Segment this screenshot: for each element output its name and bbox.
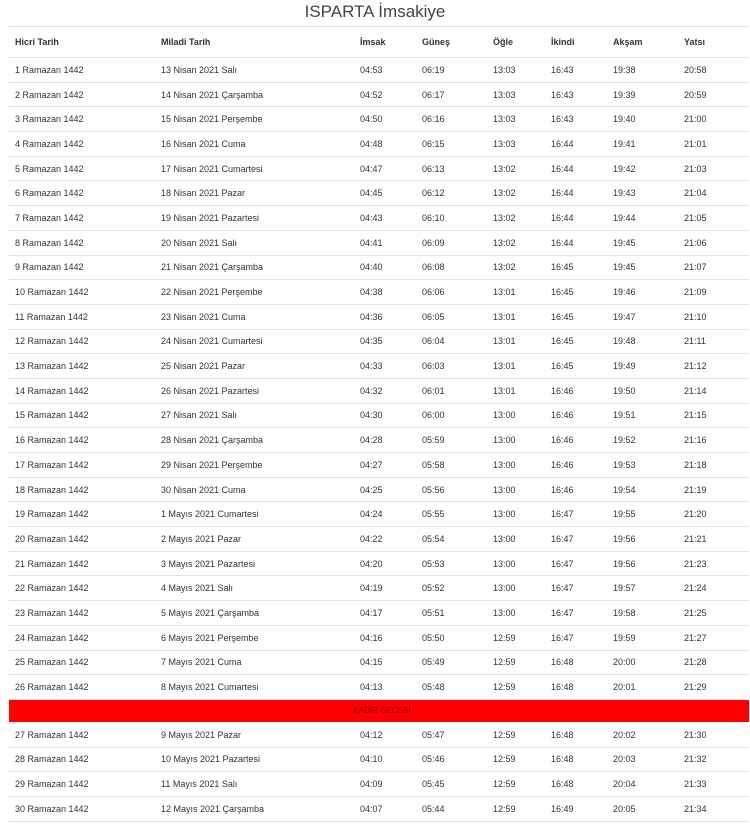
ogle-cell: 13:00 <box>487 428 545 453</box>
aksam-cell: 19:59 <box>607 625 678 650</box>
imsak-cell: 04:16 <box>354 625 416 650</box>
imsak-cell: 04:24 <box>354 502 416 527</box>
yatsi-cell: 21:24 <box>678 576 749 601</box>
hicri-tarih-cell: 24 Ramazan 1442 <box>9 625 155 650</box>
aksam-cell: 19:45 <box>607 230 678 255</box>
ogle-cell: 13:02 <box>487 255 545 280</box>
hicri-tarih-cell: 4 Ramazan 1442 <box>9 132 155 157</box>
aksam-cell: 19:51 <box>607 403 678 428</box>
yatsi-cell: 21:15 <box>678 403 749 428</box>
imsak-cell: 04:12 <box>354 722 416 747</box>
ogle-cell: 13:03 <box>487 132 545 157</box>
aksam-cell: 19:38 <box>607 58 678 83</box>
miladi-tarih-cell: 19 Nisan 2021 Pazartesi <box>155 206 354 231</box>
yatsi-cell: 21:03 <box>678 156 749 181</box>
gunes-cell: 06:06 <box>416 280 487 305</box>
hicri-tarih-cell: 15 Ramazan 1442 <box>9 403 155 428</box>
table-row <box>9 329 749 354</box>
yatsi-cell: 21:18 <box>678 453 749 478</box>
miladi-tarih-cell: 14 Nisan 2021 Çarşamba <box>155 82 354 107</box>
gunes-cell: 05:45 <box>416 772 487 797</box>
gunes-cell: 06:08 <box>416 255 487 280</box>
kadir-gecesi-label: KADİR GECESİ <box>9 699 749 722</box>
table-row <box>9 132 749 157</box>
table-row <box>9 378 749 403</box>
miladi-tarih-cell: 28 Nisan 2021 Çarşamba <box>155 428 354 453</box>
imsak-cell: 04:33 <box>354 354 416 379</box>
column-header-yatsi: Yatsı <box>678 27 749 58</box>
ogle-cell: 13:02 <box>487 230 545 255</box>
ogle-cell: 13:00 <box>487 601 545 626</box>
ikindi-cell: 16:47 <box>545 527 607 552</box>
hicri-tarih-cell: 19 Ramazan 1442 <box>9 502 155 527</box>
miladi-tarih-cell: 27 Nisan 2021 Salı <box>155 403 354 428</box>
table-row <box>9 107 749 132</box>
imsak-cell: 04:43 <box>354 206 416 231</box>
hicri-tarih-cell: 21 Ramazan 1442 <box>9 551 155 576</box>
yatsi-cell: 21:29 <box>678 675 749 700</box>
table-row <box>9 576 749 601</box>
gunes-cell: 06:05 <box>416 304 487 329</box>
ogle-cell: 12:59 <box>487 650 545 675</box>
yatsi-cell: 21:20 <box>678 502 749 527</box>
gunes-cell: 05:54 <box>416 527 487 552</box>
imsak-cell: 04:40 <box>354 255 416 280</box>
table-row <box>9 722 749 747</box>
imsak-cell: 04:25 <box>354 477 416 502</box>
table-row <box>9 206 749 231</box>
table-row <box>9 304 749 329</box>
aksam-cell: 19:48 <box>607 329 678 354</box>
aksam-cell: 19:58 <box>607 601 678 626</box>
aksam-cell: 19:41 <box>607 132 678 157</box>
aksam-cell: 19:42 <box>607 156 678 181</box>
yatsi-cell: 21:07 <box>678 255 749 280</box>
ogle-cell: 13:01 <box>487 329 545 354</box>
imsak-cell: 04:35 <box>354 329 416 354</box>
miladi-tarih-cell: 6 Mayıs 2021 Perşembe <box>155 625 354 650</box>
table-row <box>9 280 749 305</box>
hicri-tarih-cell: 10 Ramazan 1442 <box>9 280 155 305</box>
ogle-cell: 13:02 <box>487 181 545 206</box>
table-row <box>9 747 749 772</box>
ikindi-cell: 16:49 <box>545 796 607 821</box>
hicri-tarih-cell: 29 Ramazan 1442 <box>9 772 155 797</box>
imsak-cell: 04:07 <box>354 796 416 821</box>
gunes-cell: 05:47 <box>416 722 487 747</box>
column-header-gunes: Güneş <box>416 27 487 58</box>
gunes-cell: 05:50 <box>416 625 487 650</box>
imsak-cell: 04:20 <box>354 551 416 576</box>
hicri-tarih-cell: 12 Ramazan 1442 <box>9 329 155 354</box>
table-body <box>9 58 749 822</box>
gunes-cell: 06:12 <box>416 181 487 206</box>
aksam-cell: 20:05 <box>607 796 678 821</box>
ikindi-cell: 16:48 <box>545 772 607 797</box>
column-header-miladi-tarih: Miladi Tarih <box>155 27 354 58</box>
aksam-cell: 19:55 <box>607 502 678 527</box>
table-row <box>9 477 749 502</box>
ikindi-cell: 16:47 <box>545 502 607 527</box>
table-row <box>9 675 749 700</box>
ikindi-cell: 16:43 <box>545 82 607 107</box>
table-row <box>9 181 749 206</box>
table-row <box>9 796 749 821</box>
yatsi-cell: 21:27 <box>678 625 749 650</box>
hicri-tarih-cell: 2 Ramazan 1442 <box>9 82 155 107</box>
ogle-cell: 13:00 <box>487 502 545 527</box>
table-row <box>9 255 749 280</box>
table-row <box>9 650 749 675</box>
miladi-tarih-cell: 21 Nisan 2021 Çarşamba <box>155 255 354 280</box>
ogle-cell: 13:00 <box>487 527 545 552</box>
imsak-cell: 04:47 <box>354 156 416 181</box>
ogle-cell: 13:03 <box>487 82 545 107</box>
yatsi-cell: 21:09 <box>678 280 749 305</box>
ikindi-cell: 16:47 <box>545 625 607 650</box>
miladi-tarih-cell: 10 Mayıs 2021 Pazartesi <box>155 747 354 772</box>
hicri-tarih-cell: 14 Ramazan 1442 <box>9 378 155 403</box>
yatsi-cell: 20:58 <box>678 58 749 83</box>
ikindi-cell: 16:43 <box>545 107 607 132</box>
table-row <box>9 453 749 478</box>
ikindi-cell: 16:43 <box>545 58 607 83</box>
table-row <box>9 428 749 453</box>
yatsi-cell: 21:04 <box>678 181 749 206</box>
ogle-cell: 13:00 <box>487 453 545 478</box>
table-row <box>9 58 749 83</box>
gunes-cell: 05:58 <box>416 453 487 478</box>
yatsi-cell: 21:21 <box>678 527 749 552</box>
yatsi-cell: 21:14 <box>678 378 749 403</box>
ikindi-cell: 16:44 <box>545 230 607 255</box>
imsak-cell: 04:19 <box>354 576 416 601</box>
gunes-cell: 05:52 <box>416 576 487 601</box>
gunes-cell: 05:44 <box>416 796 487 821</box>
hicri-tarih-cell: 16 Ramazan 1442 <box>9 428 155 453</box>
gunes-cell: 05:53 <box>416 551 487 576</box>
imsak-cell: 04:22 <box>354 527 416 552</box>
hicri-tarih-cell: 26 Ramazan 1442 <box>9 675 155 700</box>
hicri-tarih-cell: 1 Ramazan 1442 <box>9 58 155 83</box>
ogle-cell: 13:01 <box>487 378 545 403</box>
ikindi-cell: 16:46 <box>545 477 607 502</box>
ogle-cell: 13:02 <box>487 156 545 181</box>
miladi-tarih-cell: 23 Nisan 2021 Cuma <box>155 304 354 329</box>
miladi-tarih-cell: 16 Nisan 2021 Cuma <box>155 132 354 157</box>
imsak-cell: 04:28 <box>354 428 416 453</box>
imsak-cell: 04:52 <box>354 82 416 107</box>
aksam-cell: 20:03 <box>607 747 678 772</box>
imsak-cell: 04:41 <box>354 230 416 255</box>
gunes-cell: 06:03 <box>416 354 487 379</box>
ikindi-cell: 16:45 <box>545 304 607 329</box>
imsak-cell: 04:15 <box>354 650 416 675</box>
gunes-cell: 05:55 <box>416 502 487 527</box>
gunes-cell: 05:48 <box>416 675 487 700</box>
imsak-cell: 04:10 <box>354 747 416 772</box>
ikindi-cell: 16:46 <box>545 453 607 478</box>
aksam-cell: 20:02 <box>607 722 678 747</box>
ikindi-cell: 16:44 <box>545 206 607 231</box>
gunes-cell: 06:01 <box>416 378 487 403</box>
miladi-tarih-cell: 11 Mayıs 2021 Salı <box>155 772 354 797</box>
ogle-cell: 13:01 <box>487 280 545 305</box>
gunes-cell: 06:15 <box>416 132 487 157</box>
aksam-cell: 19:56 <box>607 551 678 576</box>
imsak-cell: 04:13 <box>354 675 416 700</box>
gunes-cell: 06:13 <box>416 156 487 181</box>
column-header-ikindi: İkindi <box>545 27 607 58</box>
hicri-tarih-cell: 25 Ramazan 1442 <box>9 650 155 675</box>
column-header-hicri-tarih: Hicri Tarih <box>9 27 155 58</box>
yatsi-cell: 21:28 <box>678 650 749 675</box>
miladi-tarih-cell: 24 Nisan 2021 Cumartesi <box>155 329 354 354</box>
hicri-tarih-cell: 22 Ramazan 1442 <box>9 576 155 601</box>
table-row <box>9 82 749 107</box>
hicri-tarih-cell: 27 Ramazan 1442 <box>9 722 155 747</box>
ogle-cell: 12:59 <box>487 747 545 772</box>
imsak-cell: 04:53 <box>354 58 416 83</box>
gunes-cell: 06:10 <box>416 206 487 231</box>
miladi-tarih-cell: 9 Mayıs 2021 Pazar <box>155 722 354 747</box>
ikindi-cell: 16:47 <box>545 601 607 626</box>
yatsi-cell: 21:06 <box>678 230 749 255</box>
aksam-cell: 20:04 <box>607 772 678 797</box>
gunes-cell: 06:19 <box>416 58 487 83</box>
ikindi-cell: 16:45 <box>545 354 607 379</box>
column-header-imsak: İmsak <box>354 27 416 58</box>
miladi-tarih-cell: 29 Nisan 2021 Perşembe <box>155 453 354 478</box>
aksam-cell: 19:50 <box>607 378 678 403</box>
miladi-tarih-cell: 3 Mayıs 2021 Pazartesi <box>155 551 354 576</box>
miladi-tarih-cell: 2 Mayıs 2021 Pazar <box>155 527 354 552</box>
column-header-aksam: Akşam <box>607 27 678 58</box>
yatsi-cell: 21:10 <box>678 304 749 329</box>
yatsi-cell: 21:33 <box>678 772 749 797</box>
hicri-tarih-cell: 17 Ramazan 1442 <box>9 453 155 478</box>
ogle-cell: 13:02 <box>487 206 545 231</box>
aksam-cell: 19:47 <box>607 304 678 329</box>
yatsi-cell: 20:59 <box>678 82 749 107</box>
gunes-cell: 06:09 <box>416 230 487 255</box>
aksam-cell: 19:56 <box>607 527 678 552</box>
miladi-tarih-cell: 4 Mayıs 2021 Salı <box>155 576 354 601</box>
table-row <box>9 527 749 552</box>
miladi-tarih-cell: 15 Nisan 2021 Perşembe <box>155 107 354 132</box>
yatsi-cell: 21:30 <box>678 722 749 747</box>
miladi-tarih-cell: 8 Mayıs 2021 Cumartesi <box>155 675 354 700</box>
table-row <box>9 502 749 527</box>
yatsi-cell: 21:11 <box>678 329 749 354</box>
gunes-cell: 05:49 <box>416 650 487 675</box>
hicri-tarih-cell: 9 Ramazan 1442 <box>9 255 155 280</box>
ogle-cell: 12:59 <box>487 625 545 650</box>
page-title: ISPARTA İmsakiye <box>304 2 446 21</box>
gunes-cell: 06:16 <box>416 107 487 132</box>
ikindi-cell: 16:45 <box>545 255 607 280</box>
yatsi-cell: 21:32 <box>678 747 749 772</box>
ikindi-cell: 16:48 <box>545 675 607 700</box>
miladi-tarih-cell: 25 Nisan 2021 Pazar <box>155 354 354 379</box>
yatsi-cell: 21:16 <box>678 428 749 453</box>
gunes-cell: 05:51 <box>416 601 487 626</box>
miladi-tarih-cell: 26 Nisan 2021 Pazartesi <box>155 378 354 403</box>
aksam-cell: 19:53 <box>607 453 678 478</box>
ikindi-cell: 16:47 <box>545 576 607 601</box>
aksam-cell: 19:45 <box>607 255 678 280</box>
aksam-cell: 19:40 <box>607 107 678 132</box>
table-row <box>9 551 749 576</box>
ogle-cell: 12:59 <box>487 796 545 821</box>
table-row <box>9 156 749 181</box>
aksam-cell: 19:57 <box>607 576 678 601</box>
ogle-cell: 13:01 <box>487 304 545 329</box>
miladi-tarih-cell: 17 Nisan 2021 Cumartesi <box>155 156 354 181</box>
hicri-tarih-cell: 11 Ramazan 1442 <box>9 304 155 329</box>
ikindi-cell: 16:46 <box>545 378 607 403</box>
hicri-tarih-cell: 18 Ramazan 1442 <box>9 477 155 502</box>
yatsi-cell: 21:01 <box>678 132 749 157</box>
miladi-tarih-cell: 7 Mayıs 2021 Cuma <box>155 650 354 675</box>
hicri-tarih-cell: 3 Ramazan 1442 <box>9 107 155 132</box>
gunes-cell: 06:17 <box>416 82 487 107</box>
aksam-cell: 20:01 <box>607 675 678 700</box>
imsakiye-table <box>9 26 749 822</box>
table-row <box>9 403 749 428</box>
yatsi-cell: 21:34 <box>678 796 749 821</box>
ogle-cell: 13:00 <box>487 477 545 502</box>
ikindi-cell: 16:48 <box>545 747 607 772</box>
ogle-cell: 13:00 <box>487 403 545 428</box>
imsak-cell: 04:27 <box>354 453 416 478</box>
ikindi-cell: 16:46 <box>545 428 607 453</box>
gunes-cell: 05:46 <box>416 747 487 772</box>
ikindi-cell: 16:47 <box>545 551 607 576</box>
yatsi-cell: 21:23 <box>678 551 749 576</box>
hicri-tarih-cell: 13 Ramazan 1442 <box>9 354 155 379</box>
table-row <box>9 230 749 255</box>
gunes-cell: 05:59 <box>416 428 487 453</box>
gunes-cell: 06:00 <box>416 403 487 428</box>
gunes-cell: 06:04 <box>416 329 487 354</box>
miladi-tarih-cell: 18 Nisan 2021 Pazar <box>155 181 354 206</box>
aksam-cell: 20:00 <box>607 650 678 675</box>
ikindi-cell: 16:46 <box>545 403 607 428</box>
ikindi-cell: 16:44 <box>545 156 607 181</box>
ogle-cell: 13:01 <box>487 354 545 379</box>
table-header-row <box>9 27 749 58</box>
miladi-tarih-cell: 12 Mayıs 2021 Çarşamba <box>155 796 354 821</box>
imsak-cell: 04:38 <box>354 280 416 305</box>
yatsi-cell: 21:00 <box>678 107 749 132</box>
imsak-cell: 04:32 <box>354 378 416 403</box>
miladi-tarih-cell: 1 Mayıs 2021 Cumartesi <box>155 502 354 527</box>
ikindi-cell: 16:44 <box>545 181 607 206</box>
ikindi-cell: 16:48 <box>545 650 607 675</box>
ikindi-cell: 16:44 <box>545 132 607 157</box>
ikindi-cell: 16:45 <box>545 329 607 354</box>
miladi-tarih-cell: 13 Nisan 2021 Salı <box>155 58 354 83</box>
hicri-tarih-cell: 6 Ramazan 1442 <box>9 181 155 206</box>
hicri-tarih-cell: 5 Ramazan 1442 <box>9 156 155 181</box>
yatsi-cell: 21:05 <box>678 206 749 231</box>
ogle-cell: 12:59 <box>487 675 545 700</box>
aksam-cell: 19:43 <box>607 181 678 206</box>
miladi-tarih-cell: 20 Nisan 2021 Salı <box>155 230 354 255</box>
imsak-cell: 04:45 <box>354 181 416 206</box>
ogle-cell: 13:03 <box>487 58 545 83</box>
aksam-cell: 19:39 <box>607 82 678 107</box>
miladi-tarih-cell: 22 Nisan 2021 Perşembe <box>155 280 354 305</box>
aksam-cell: 19:46 <box>607 280 678 305</box>
ogle-cell: 12:59 <box>487 772 545 797</box>
ikindi-cell: 16:45 <box>545 280 607 305</box>
gunes-cell: 05:56 <box>416 477 487 502</box>
table-row <box>9 601 749 626</box>
miladi-tarih-cell: 5 Mayıs 2021 Çarşamba <box>155 601 354 626</box>
yatsi-cell: 21:25 <box>678 601 749 626</box>
hicri-tarih-cell: 20 Ramazan 1442 <box>9 527 155 552</box>
ogle-cell: 13:00 <box>487 576 545 601</box>
kadir-gecesi-row <box>9 699 749 722</box>
hicri-tarih-cell: 7 Ramazan 1442 <box>9 206 155 231</box>
table-row <box>9 625 749 650</box>
column-header-ogle: Öğle <box>487 27 545 58</box>
miladi-tarih-cell: 30 Nisan 2021 Cuma <box>155 477 354 502</box>
imsak-cell: 04:17 <box>354 601 416 626</box>
hicri-tarih-cell: 30 Ramazan 1442 <box>9 796 155 821</box>
table-row <box>9 772 749 797</box>
imsak-cell: 04:48 <box>354 132 416 157</box>
aksam-cell: 19:54 <box>607 477 678 502</box>
ikindi-cell: 16:48 <box>545 722 607 747</box>
table-row <box>9 354 749 379</box>
imsak-cell: 04:30 <box>354 403 416 428</box>
imsak-cell: 04:50 <box>354 107 416 132</box>
ogle-cell: 13:00 <box>487 551 545 576</box>
aksam-cell: 19:44 <box>607 206 678 231</box>
ogle-cell: 12:59 <box>487 722 545 747</box>
ogle-cell: 13:03 <box>487 107 545 132</box>
imsak-cell: 04:09 <box>354 772 416 797</box>
aksam-cell: 19:49 <box>607 354 678 379</box>
hicri-tarih-cell: 8 Ramazan 1442 <box>9 230 155 255</box>
imsak-cell: 04:36 <box>354 304 416 329</box>
aksam-cell: 19:52 <box>607 428 678 453</box>
hicri-tarih-cell: 28 Ramazan 1442 <box>9 747 155 772</box>
hicri-tarih-cell: 23 Ramazan 1442 <box>9 601 155 626</box>
yatsi-cell: 21:12 <box>678 354 749 379</box>
yatsi-cell: 21:19 <box>678 477 749 502</box>
